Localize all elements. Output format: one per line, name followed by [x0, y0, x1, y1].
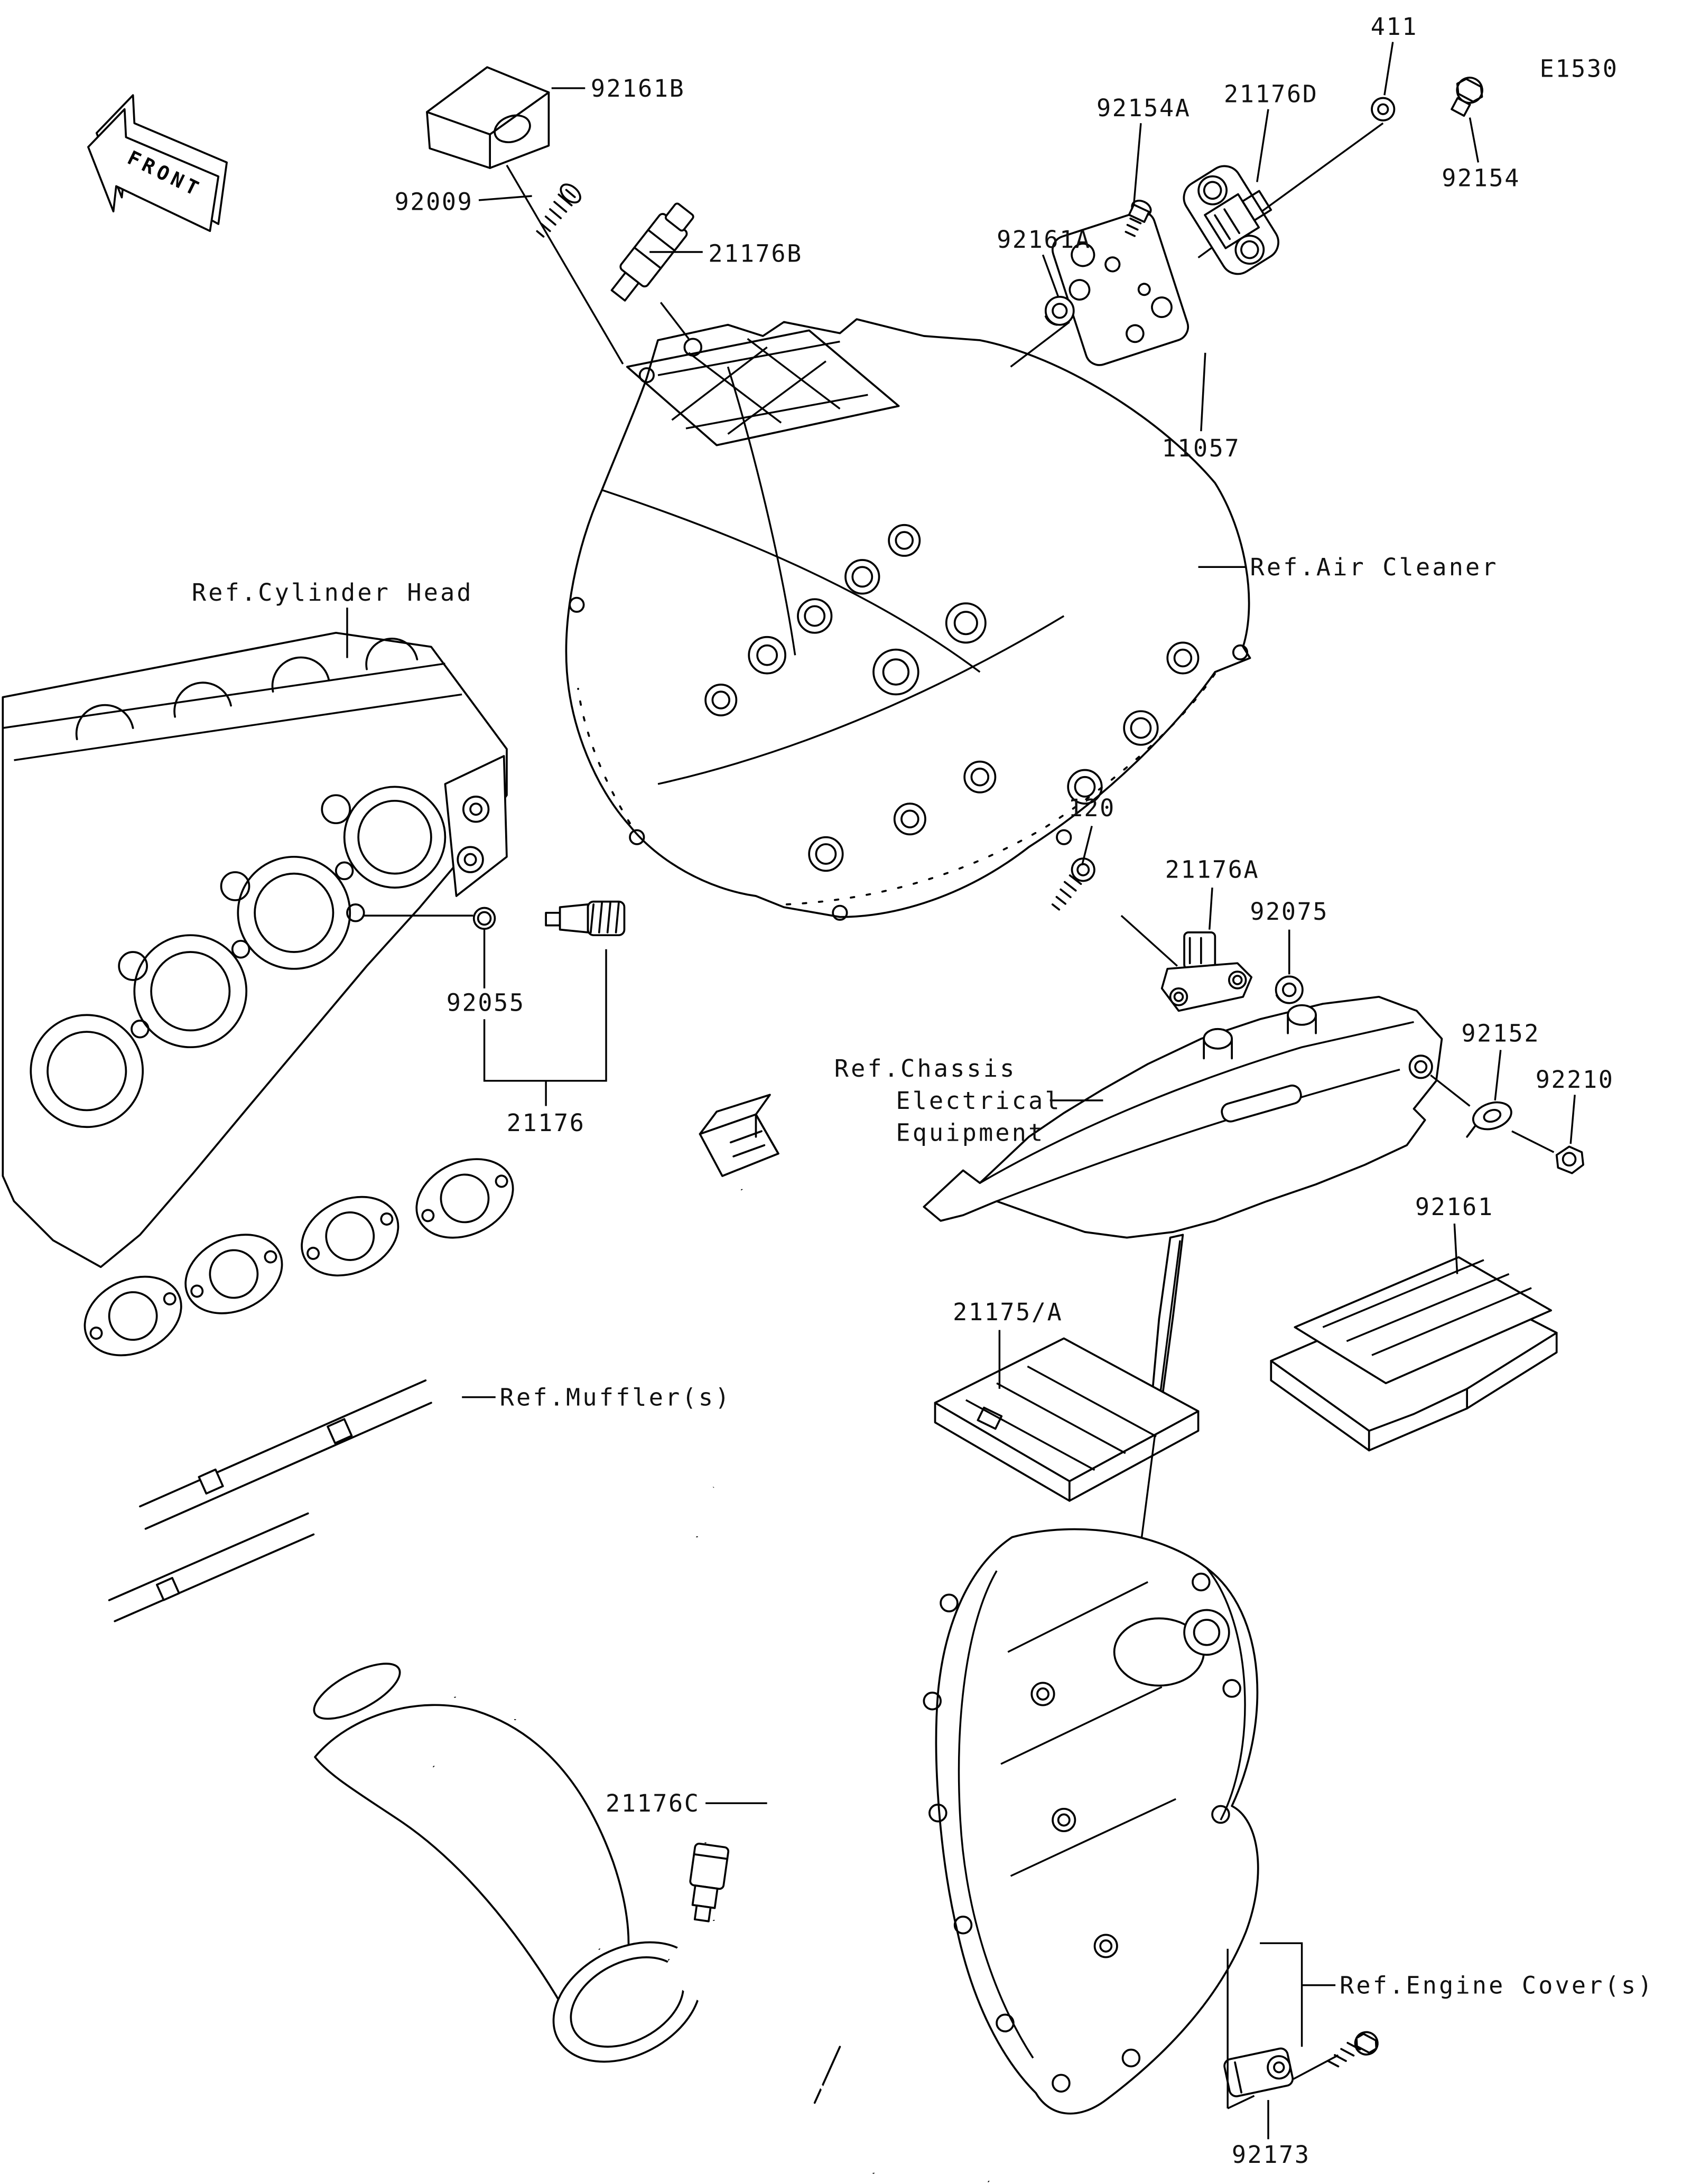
- ref-label-mufflers: Ref.Muffler(s): [499, 1383, 732, 1412]
- ref-label-chassis-line2: Electrical: [896, 1086, 1062, 1115]
- part-label-92154a: 92154A: [1096, 94, 1191, 122]
- part-label-92161b: 92161B: [590, 74, 685, 102]
- part-label-92161: 92161: [1415, 1193, 1494, 1221]
- part-label-21175a: 21175/A: [953, 1298, 1063, 1326]
- engine-cover: [924, 1529, 1258, 2114]
- line-21176B-to-air-cleaner: [661, 302, 689, 339]
- part-label-120: 120: [1068, 794, 1116, 822]
- line-120-to-sensor: [1121, 916, 1177, 966]
- part-label-92055: 92055: [446, 988, 525, 1017]
- mid-pipe: [669, 1960, 988, 2181]
- bolt-92173-screw: [1328, 2022, 1382, 2078]
- part-label-92152: 92152: [1461, 1019, 1540, 1048]
- front-arrow: [88, 95, 227, 231]
- grommet-92075: [1276, 976, 1303, 1003]
- clamp-92173: [1223, 2047, 1294, 2097]
- muffler-assembly: [72, 1144, 988, 2181]
- part-label-92009: 92009: [394, 188, 473, 216]
- line-92152-to-92210: [1512, 1131, 1554, 1152]
- sensor-21176A: [1162, 932, 1252, 1011]
- front-label: FRONT: [124, 146, 206, 202]
- part-label-92210: 92210: [1535, 1066, 1614, 1094]
- screw-92009: [529, 181, 583, 239]
- air-cleaner-housing: [566, 319, 1250, 920]
- sensor-21176D: [1177, 155, 1292, 281]
- part-label-21176d: 21176D: [1224, 80, 1318, 108]
- part-label-411: 411: [1370, 13, 1418, 41]
- part-label-92173: 92173: [1231, 2141, 1311, 2169]
- cylinder-head: [3, 633, 507, 1267]
- damper-92161B: [427, 67, 549, 168]
- page-code-e1530: E1530: [1539, 54, 1619, 83]
- part-label-92075: 92075: [1250, 898, 1329, 926]
- part-label-21176c: 21176C: [605, 1789, 700, 1818]
- part-label-21176: 21176: [506, 1109, 586, 1137]
- bolt-92154: [1445, 72, 1488, 119]
- ecu-damper-92161: [1271, 1257, 1556, 1451]
- washer-411: [1372, 98, 1394, 120]
- ref-label-chassis-line1: Ref.Chassis: [834, 1054, 1017, 1082]
- nut-92210: [1557, 1146, 1583, 1173]
- o2-sensor-body: [685, 1843, 729, 1923]
- ref-label-engine-covers: Ref.Engine Cover(s): [1340, 1971, 1655, 2000]
- ref-label-cylinder-head: Ref.Cylinder Head: [191, 578, 473, 606]
- line-tray-to-92152: [1430, 1075, 1470, 1106]
- part-label-21176b: 21176B: [708, 239, 803, 268]
- damper-92161A: [1046, 297, 1074, 325]
- oring-92055: [474, 908, 495, 929]
- water-temp-sensor-21176: [546, 902, 624, 936]
- screw-92152: [1467, 1098, 1515, 1137]
- line-clamp-to-bolt: [1294, 2055, 1339, 2079]
- ref-label-air-cleaner: Ref.Air Cleaner: [1250, 553, 1499, 582]
- part-label-92154: 92154: [1442, 164, 1521, 192]
- bolt-120: [1046, 854, 1099, 913]
- part-label-92161a: 92161A: [997, 226, 1091, 254]
- harness-connector: [700, 1095, 778, 1176]
- part-label-11057: 11057: [1162, 434, 1241, 462]
- part-label-21176a: 21176A: [1165, 855, 1260, 884]
- ref-label-chassis-line3: Equipment: [896, 1118, 1045, 1147]
